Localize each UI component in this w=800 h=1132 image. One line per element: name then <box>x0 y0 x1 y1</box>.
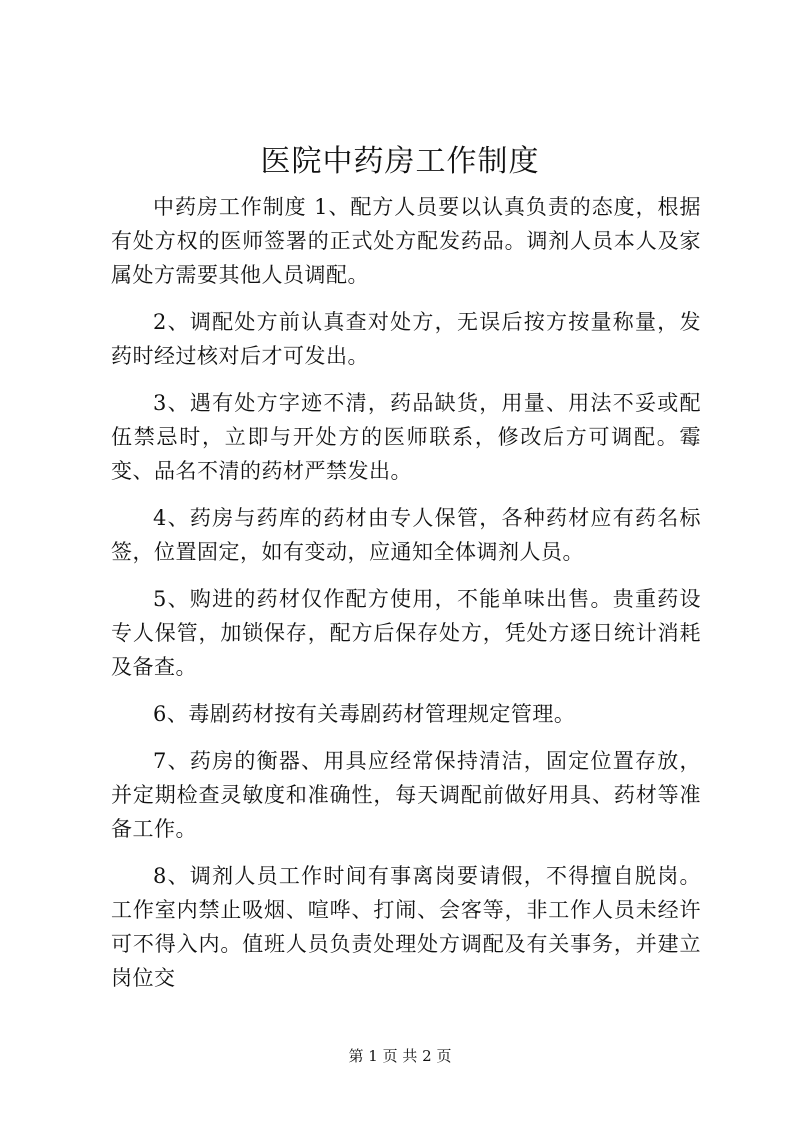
paragraph-6: 6、毒剧药材按有关毒剧药材管理规定管理。 <box>153 702 576 726</box>
paragraph-3: 3、遇有处方字迹不清，药品缺货，用量、用法不妥或配伍禁忌时，立即与开处方的医师联系，修改后方可调配。霉变、品名不清的药材严禁发出。 <box>111 391 701 483</box>
paragraph-2: 2、调配处方前认真查对处方，无误后按方按量称量，发药时经过核对后才可发出。 <box>111 310 701 368</box>
document-body <box>111 190 701 995</box>
paragraph-1: 中药房工作制度 1、配方人员要以认真负责的态度，根据有处方权的医师签署的正式处方配发药品。调剂人员本人及家属处方需要其他人员调配。 <box>111 195 701 287</box>
paragraph-7: 7、药房的衡器、用具应经常保持清洁，固定位置存放，并定期检查灵敏度和准确性，每天调配前做好用具、药材等准备工作。 <box>111 749 701 841</box>
paragraph-5: 5、购进的药材仅作配方使用，不能单味出售。贵重药设专人保管，加锁保存，配方后保存处方，凭处方逐日统计消耗及备查。 <box>111 587 701 679</box>
document-title: 医院中药房工作制度 <box>260 144 540 179</box>
paragraph-4: 4、药房与药库的药材由专人保管，各种药材应有药名标签，位置固定，如有变动，应通知全体调剂人员。 <box>111 506 701 564</box>
page-number-footer: 第 1 页 共 2 页 <box>348 1047 452 1065</box>
paragraph-8: 8、调剂人员工作时间有事离岗要请假，不得擅自脱岗。工作室内禁止吸烟、喧哗、打闹、会客等，非工作人员未经许可不得入内。值班人员负责处理处方调配及有关事务，并建立岗位交 <box>111 864 701 990</box>
